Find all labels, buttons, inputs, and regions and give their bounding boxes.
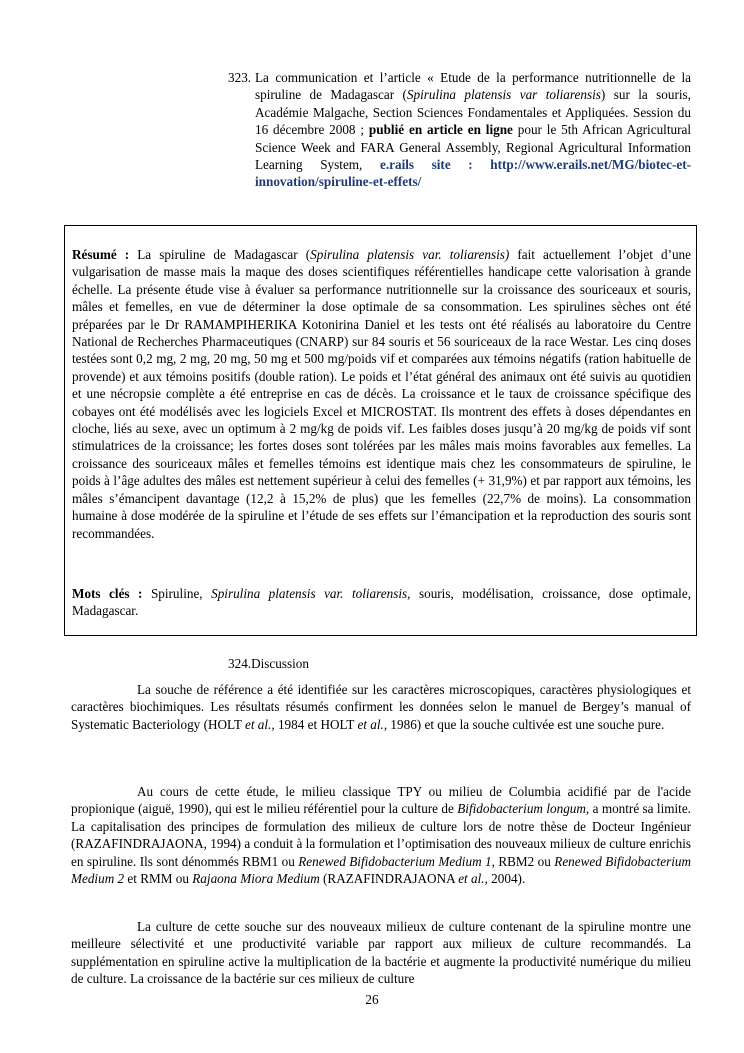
abstract-label: Résumé : [72,247,130,262]
erails-link[interactable]: e.rails site : http://www.erails.net/MG/biotec-et-innovation/spiruline-et-effets/ [255,157,692,190]
reference-text: La communication et l’article « Etude de la performance nutritionnelle de la spiruline de Madagascar (Spirulina platensis var toliarensis) sur la souris, Académie Malgache, Section Sciences Fondamentales et Appliquées. Session du 16 décembre 2008 ; publié en article en ligne pour le 5th African Agricultural Science Week and FARA General Assembly, Regional Agricultural Information Learning System, e.rails site : http://www.erails.net/MG/biotec-et-innovation/spiruline-et-effets/ [255,70,692,190]
published-online-note: publié en article en ligne [368,122,513,138]
paragraph-3: La culture de cette souche sur des nouveaux milieux de culture contenant de la spiruline montre une meilleure sélectivité et une productivité variable par rapport aux milieux de culture recommandés. La supplémentation en spiruline active la multiplication de la bactérie et augmente la productivité numérique du milieu de culture. La croissance de la bactérie sur ces milieux de culture [71,919,691,987]
keywords-label: Mots clés : [72,586,143,601]
paragraph-1: La souche de référence a été identifiée sur les caractères microscopiques, caractères physiologiques et caractères biochimiques. Les résultats résumés confirment les données selon le manuel de Bergey’s manual of Systematic Bacteriology (HOLT et al., 1984 et HOLT et al., 1986) et que la souche cultivée est une souche pure. [71,682,691,732]
reference-item [228,69,691,191]
section-heading: 324.Discussion [228,656,309,671]
abstract-text: Résumé : La spiruline de Madagascar (Spirulina platensis var. toliarensis) fait actuellement l’objet d’une vulgarisation de masse mais la maque des doses scientifiques référentielles handicape cette valorisation à grande échelle. La présente étude vise à évaluer sa performance nutritionnelle sur la croissance des souriceaux et souris, mâles et femelles, en vue de déterminer la dose optimale de sa consommation. Les spirulines sèches ont été préparées par le Dr RAMAMPIHERIKA Kotonirina Daniel et les tests ont été réalisés au laboratoire du Centre National de Recherches Pharmaceutiques (CNARP) sur 84 souris et 56 souriceaux de la race Westar. Les cinq doses testées sont 0,2 mg, 2 mg, 20 mg, 50 mg et 500 mg/poids vif et comparées aux témoins négatifs (ration habituelle de provende) et aux témoins positifs (double ration). Le poids et l’état général des animaux ont été suivis au quotidien et une nécropsie complète a été entreprise en cas de décès. La croissance et le taux de croissance spécifique des cobayes ont été modélisés avec les logiciels Excel et MICROSTAT. Ils montrent des effets à doses dépendantes en cloche, liés au sexe, avec un optimum à 2 mg/kg de poids vif. Les faibles doses jusqu’à 20 mg/kg de poids vif sont stimulatrices de la croissance; les fortes doses sont tolérées par les mâles mais moins favorables aux femelles. La croissance des souriceaux mâles et femelles témoins est identique mais chez les consommateurs de spiruline, le poids à l’âge adultes des mâles est nettement supérieur à celui des femelles (+ 31,9%) et par rapport aux témoins, les mâles s’émancipent davantage (12,2 à 15,2% de plus) que les femelles (22,7% de moins). La consommation humaine à dose modérée de la spiruline et l’étude de ses effets sur l’émancipation et la reproduction des souris sont recommandées. [72,247,692,541]
page-number: 26 [365,992,379,1007]
abstract-box [64,225,697,636]
keywords-text: Mots clés : Spiruline, Spirulina platensis var. toliarensis, souris, modélisation, croissance, dose optimale, Madagascar. [72,586,691,619]
reference-number: 323. [228,70,252,85]
paragraph-2: Au cours de cette étude, le milieu classique TPY ou milieu de Columbia acidifié par de l'acide propionique (aiguë, 1990), qui est le milieu référentiel pour la culture de Bifidobacterium longum, a montré sa limite. La capitalisation des principes de formulation des milieux de culture lors de notre thèse de Docteur Ingénieur (RAZAFINDRAJAONA, 1994) a conduit à la formulation et l’optimisation des nouveaux milieux de culture enrichis en spiruline. Ils sont dénommés RBM1 ou Renewed Bifidobacterium Medium 1, RBM2 ou Renewed Bifidobacterium Medium 2 et RMM ou Rajaona Miora Medium (RAZAFINDRAJAONA et al., 2004). [71,784,691,887]
